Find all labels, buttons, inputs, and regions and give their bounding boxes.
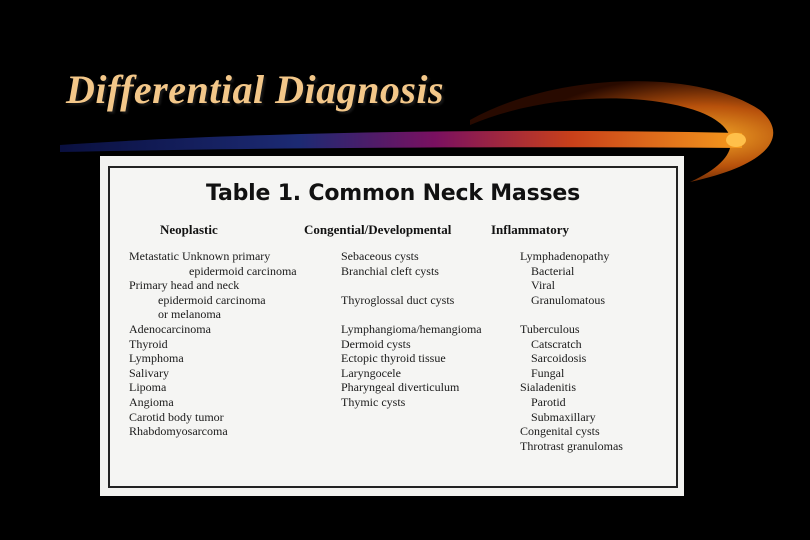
list-item: Branchial cleft cysts: [341, 263, 439, 278]
list-item: [341, 278, 482, 293]
list-item: or melanoma: [158, 307, 221, 322]
list-item: Thyroglossal duct cysts: [341, 292, 455, 307]
column-header-inflammatory: Inflammatory: [491, 222, 569, 237]
list-item: Thymic cysts: [341, 394, 406, 409]
list-item: Bacterial: [531, 263, 575, 278]
list-item: Primary head and neck: [129, 278, 240, 293]
inflammatory-list: [520, 249, 623, 453]
list-item: Adenocarcinoma: [129, 321, 211, 336]
list-item: Lipoma: [129, 380, 167, 395]
list-item: [341, 307, 482, 322]
list-item: Pharyngeal diverticulum: [341, 380, 460, 395]
column-header-neoplastic: Neoplastic: [160, 222, 218, 237]
neoplastic-list: [129, 249, 297, 439]
list-item: Submaxillary: [531, 409, 596, 424]
list-item: Congenital cysts: [520, 424, 600, 439]
list-item: Granulomatous: [531, 292, 605, 307]
slide-title: Differential Diagnosis: [66, 67, 445, 112]
list-item: Dermoid cysts: [341, 336, 411, 351]
list-item: Parotid: [531, 394, 566, 409]
list-item: Sarcoidosis: [531, 351, 587, 366]
list-item: Thyroid: [129, 336, 168, 351]
list-item: [520, 307, 623, 322]
list-item: Metastatic Unknown primary: [129, 249, 271, 263]
list-item: epidermoid carcinoma: [189, 263, 297, 278]
column-header-congenital: Congential/Developmental: [304, 222, 452, 237]
list-item: epidermoid carcinoma: [158, 292, 266, 307]
list-item: Angioma: [129, 394, 174, 409]
list-item: Catscratch: [531, 336, 582, 351]
list-item: Sialadenitis: [520, 380, 576, 395]
list-item: Lymphoma: [129, 351, 184, 366]
list-item: Lymphadenopathy: [520, 249, 610, 263]
list-item: Tuberculous: [520, 321, 580, 336]
table-heading: Table 1. Common Neck Masses: [206, 181, 580, 206]
neck-masses-table-image: [100, 156, 684, 496]
list-item: Viral: [531, 278, 555, 293]
congenital-list: [341, 249, 482, 410]
list-item: Ectopic thyroid tissue: [341, 351, 446, 366]
list-item: Lymphangioma/hemangioma: [341, 321, 482, 336]
table-frame: [108, 166, 678, 488]
list-item: Sebaceous cysts: [341, 249, 419, 263]
list-item: Rhabdomyosarcoma: [129, 424, 228, 439]
list-item: Laryngocele: [341, 365, 401, 380]
list-item: Salivary: [129, 365, 169, 380]
list-item: Carotid body tumor: [129, 409, 224, 424]
list-item: Throtrast granulomas: [520, 438, 623, 453]
list-item: Fungal: [531, 365, 565, 380]
